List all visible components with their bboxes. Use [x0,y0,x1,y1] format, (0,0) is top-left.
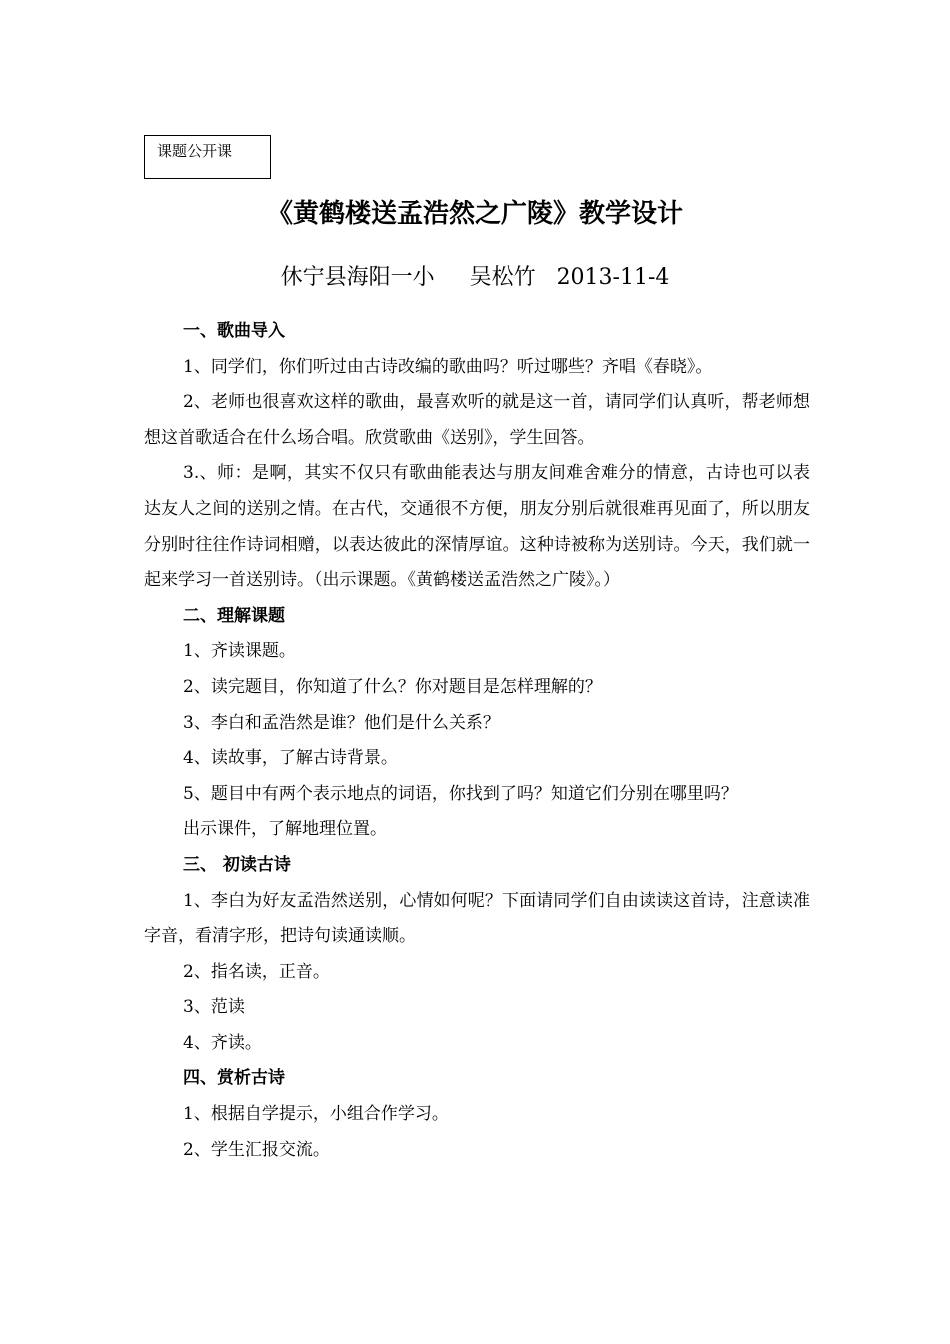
section-heading-4: 四、赏析古诗 [183,1068,285,1089]
document-body [144,314,810,1168]
byline-school: 休宁县海阳一小 [280,265,435,290]
byline-date: 2013-11-4 [556,265,670,290]
paragraph: 4、读故事，了解古诗背景。 [183,748,398,769]
paragraph: 2、指名读，正音。 [183,961,330,982]
byline [0,262,950,294]
paragraph: 3、范读 [183,997,245,1018]
paragraph: 1、根据自学提示，小组合作学习。 [183,1104,449,1125]
paragraph: 1、同学们，你们听过由古诗改编的歌曲吗？听过哪些？齐唱《春晓》。 [183,356,713,377]
section-heading-2: 二、理解课题 [183,605,285,626]
category-tag-box [144,135,271,179]
section-heading-3: 三、 初读古诗 [183,854,291,875]
paragraph: 2、学生汇报交流。 [183,1139,330,1160]
paragraph: 4、齐读。 [183,1032,262,1053]
paragraph: 3.、师：是啊，其实不仅只有歌曲能表达与朋友间难舍难分的情意，古诗也可以表达友人之间的送别之情。在古代，交通很不方便，朋友分别后就很难再见面了，所以朋友分别时往往作诗词相赠，以表达彼此的深情厚谊。这种诗被称为送别诗。今天，我们就一起来学习一首送别诗。（出示课题。《黄鹤楼送孟浩然之广陵》。） [144,463,810,591]
category-tag-text: 课题公开课 [157,142,233,160]
paragraph: 5、题目中有两个表示地点的词语，你找到了吗？知道它们分别在哪里吗？ [183,783,738,804]
paragraph: 2、读完题目，你知道了什么？你对题目是怎样理解的？ [183,676,602,697]
document-title: 《黄鹤楼送孟浩然之广陵》教学设计 [266,199,683,229]
paragraph: 1、齐读课题。 [183,641,296,662]
paragraph: 3、李白和孟浩然是谁？他们是什么关系？ [183,712,500,733]
paragraph: 2、老师也很喜欢这样的歌曲，最喜欢听的就是这一首，请同学们认真听，帮老师想想这首歌适合在什么场合唱。欣赏歌曲《送别》，学生回答。 [144,392,810,448]
paragraph: 出示课件，了解地理位置。 [183,819,387,840]
byline-author: 吴松竹 [469,265,536,290]
paragraph: 1、李白为好友孟浩然送别，心情如何呢？下面请同学们自由读读这首诗，注意读准字音，看清字形，把诗句读通读顺。 [144,890,810,947]
section-heading-1: 一、歌曲导入 [183,321,285,341]
